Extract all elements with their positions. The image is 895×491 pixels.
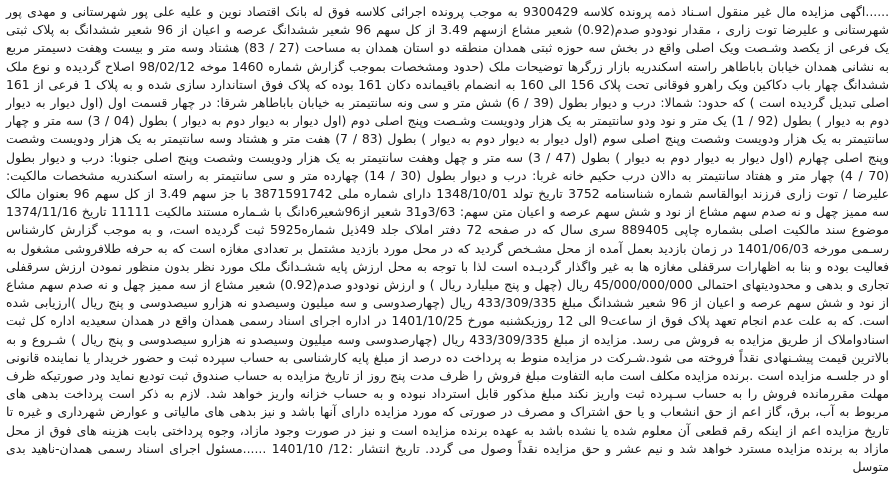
- auction-notice-text: ......اگهی مزایده مال غیر منقول اسـناد ذمه پرونده کلاسه 9300429 به موجب پرونده اجرائی کلاسه فوق له بانک اقتصاد نوین و علیه علی پور شهرستانی و مهدی پور شهرستانی و علیرضا توت زاری ، مقدار نودودو صدم(0.92) شعیر مشاع ازسهم 3.49 از کل سهم 96 شعیر ششدانگ عرصه و اعیان از 96 شعیر ششدانگ به پلاک ثبتی یک فرعی از یکصد وشـصت ویک اصلی واقع در بخش سه حوزه ثبتی همدان منطقه دو استان همدان به مساحت (27 / 83) هشتاد وسه متر و بیست وهفت دسیمتر مربع به نشانی همدان خیابان باباطاهر راسته اسکندریه بازار زرگرها توضیحات ملک (حدود ومشخصات بموجب گزارش شماره 1460 موخه 98/02/12 اصلاح گردیده و نوع ملک ششدانگ چهار باب دکاکین ویک راهرو فوقانی تحت پلاک 156 الی 160 به انضمام باقیمانده دکان 161 بوده که پلاک فوق استاندارد سازی شده و به پلاک 1 فرعی از 161 اصلی تبدیل گردیده است ) که حدود: شمالا: درب و دیوار بطول (39 / 6) شش متر و سی ونه سانتیمتر به خیابان باباطاهر شرقا: در چهار قسمت اول (اول دیوار به دیوار دوم به دیوار ) بطول (92 / 1) یک متر و نود ودو سانتیمتر به یک هزار ودویست وشـصت وپنج اصلی دوم (اول دیوار به دیوار دوم به دیوار ) بطول (04 / 3) سه متر و چهار سانتیمتر به یک هزار ودویست وشصت وپنج اصلی سوم (اول دیوار به دیوار دوم به دیوار ) بطول (83 / 7) هفت متر و هشتاد وسه سانتیمتر به یک هزار ودویست وشصت وپنج اصلی چهارم (اول دیوار به دیوار دوم به دیوار ) بطول (47 / 3) سه متر و چهل وهفت سانتیمتر به یک هزار ودویست وشصت وپنج اصلی جنوبا: درب و دیوار بطول (70 / 4) چهار متر و هفتاد سانتیمتر به دالان درب حکیم خانه غربا: درب و دیوار بطول (30 / 14) چهارده متر و سی سانتیمتر به راسته اسکندریه مشخصات مالکیت: علیرضا / توت زاری فرزند ابوالقاسم شماره شناسنامه 3752 تاریخ تولد 1348/10/01 دارای شماره ملی 3871591742 با جز سهم 3.49 از کل سهم 96 بعنوان مالک سه ممیز چهل و نه صدم سهم مشاع از نود و شش سهم عرصه و اعیان متن سهم: 3/63و31 شعیر از96شعیر6دانگ با شـماره مستند مالکیت 11111 تاریخ 1374/11/16 موضوع سند مالکیت اصلی بشماره چاپی 889405 سری سال که در صفحه 72 دفتر املاک جلد 49ذیل شماره5925 ثبت گردیده است، و به موجب گزارش کارشناس رسـمی مورخه 1401/06/03 در زمان بازدید بعمل آمده از محل مشـخص گردید که در محل مورد بازدید مشتمل بر تعدادی مغازه است که به حرفه طلافروشی مشغول به فعالیت بوده و بنا به اظهارات سرقفلی مغازه ها به غیر واگذار گردیـده است لذا با توجه به محل ارزش پایه ششـدانگ ملک مورد نظر بدون منظور نمودن ارزش سرقفلی تجاری و بدهی و محدودیتهای احتمالی 45/000/000/000 ریال (چهل و پنج میلیارد ریال ) و ارزش نودودو صدم(0.92) شعیر مشاع از سه ممیز چهل و نه صدم سهم مشاع از نود و شش سهم عرصه و اعیان از 96 شعیر ششدانگ مبلغ 433/309/335 ریال (چهارصدوسی و سه میلیون وسیصدو نه هزارو سیصدوسی و پنج ریال )ارزیابی شده است. که به علت عدم انجام تعهد پلاک فوق از ساعت9 الی 12 روزیکشنبه مورخ 1401/10/25 در اداره اجرای اسناد رسمی همدان واقع در همدان سعیدیه اداره کل ثبت اسنادواملاک از طریق مزایده به فروش می رسد. مزایده از مبلغ 433/309/335 ریال (چهارصدوسی وسه میلیون وسیصدو نه هزارو سیصدوسی و پنج ریال ) شـروع و به بالاترین قیمت پیشـنهادی نقداً فروخته می شود.شـرکت در مزایده منوط به پرداخت ده درصد از مبلغ پایه کارشناسی به حساب سپرده ثبت و حضور خریدار یا نماینده قانونی او در جلسـه مزایده است .برنده مزایده مکلف است مابه التفاوت مبلغ فروش را ظرف مدت پنج روز از تاریخ مزایده به حساب صندوق ثبت تودیع نماید ودر صورتیکه ظرف مهلت مقررمانده فروش را به حساب سـپرده ثبت واریز نکند مبلغ مذکور قابل استرداد نبوده و به حساب خزانه واریز خواهد شد. لازم به ذکر است پرداخت بدهی های مربوط به آب، برق، گاز اعم از حق انشعاب و یا حق اشتراک و مصرف در صورتی که مورد مزایده دارای آنها باشد و نیز بدهی های مالیاتی و عوارض شهرداری و غیره تا تاریخ مزایده اعم از اینکه رقم قطعی آن معلوم شده یا نشده باشد به عهده برنده مزایده است و نیز در صورت وجود مازاد، وجوه پرداختی بابت هزینه های فوق از محل مازاد به برنده مزایده مسترد خواهد شد و نیم عشر و حق مزایده نقداً وصول می گردد. تاریخ انتشار :12/ 1401/10 ......مسئول اجرای اسناد رسمی همدان-ناهید بدی متوسل: [6, 4, 890, 475]
